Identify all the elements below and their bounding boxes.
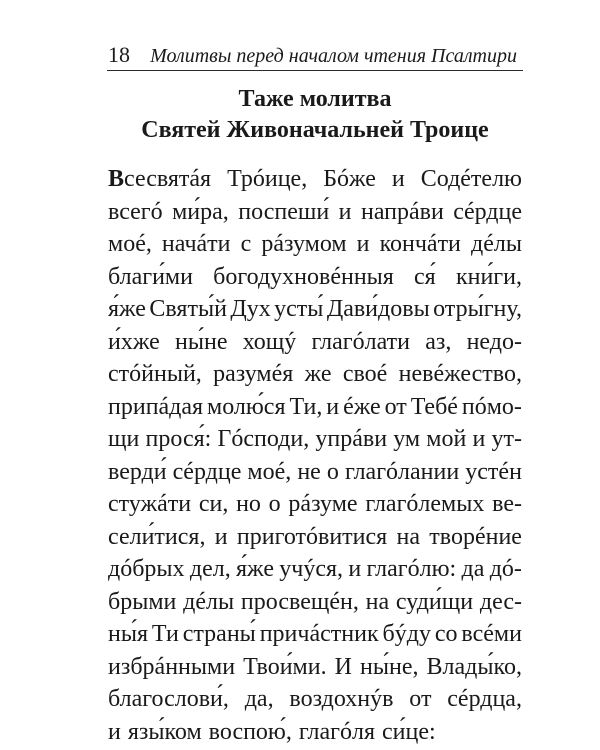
word: же <box>304 361 332 387</box>
word: своé <box>342 361 388 387</box>
initial-letter: В <box>108 166 125 192</box>
word: Трóице, <box>227 166 308 192</box>
word: богодухновéнныя <box>213 263 394 290</box>
word: не <box>297 458 321 485</box>
word: и <box>356 231 370 257</box>
prayer-text <box>108 163 522 748</box>
word: от <box>384 393 407 420</box>
word: глагóлемых <box>365 491 485 517</box>
word: мой <box>426 426 467 452</box>
word: дéлы <box>183 588 235 615</box>
word: Святы́й <box>149 296 227 322</box>
word: Бóже <box>323 166 376 192</box>
word: с <box>240 231 252 257</box>
word: и <box>338 198 352 225</box>
word: аз, <box>425 328 452 355</box>
text-line <box>108 261 522 294</box>
word: разумéя <box>213 361 294 387</box>
word: дел, <box>189 556 231 582</box>
word: ны́не <box>175 328 228 355</box>
word: кончáти <box>379 231 461 257</box>
word: устéн <box>465 458 522 485</box>
word: щи <box>108 426 140 452</box>
word: дóбрых <box>108 556 185 582</box>
word: и <box>108 718 121 745</box>
page-number: 18 <box>108 42 130 67</box>
word: Содéтелю <box>420 166 522 192</box>
text-line <box>108 358 522 391</box>
text-line <box>108 423 522 456</box>
word: рáзуме <box>288 491 358 517</box>
word: хощý <box>242 328 297 355</box>
word: избрáнными <box>108 653 236 680</box>
word: о <box>326 458 339 485</box>
text-line <box>108 391 522 424</box>
word: и <box>391 166 405 192</box>
word: упрáви <box>315 426 388 452</box>
text-line <box>108 586 522 619</box>
word: Гóсподи, <box>217 426 310 452</box>
word: просвещéн, <box>240 588 359 615</box>
word: сéрдца, <box>447 686 522 712</box>
word: брыми <box>108 588 177 615</box>
word: благи́ми <box>108 263 193 290</box>
word: ми́ра, <box>172 198 229 225</box>
word: бýду <box>382 621 431 647</box>
word: стужáти <box>108 491 192 517</box>
word: о <box>268 491 281 517</box>
word: ум <box>393 426 421 452</box>
word: приготóвитися <box>236 523 388 550</box>
word: глагóля <box>298 718 375 745</box>
text-line <box>108 456 522 489</box>
word: суди́щи <box>395 588 474 615</box>
word: усты́ <box>274 296 324 322</box>
prayer-title-line-2: Святей Живоначальней Троице <box>141 117 489 143</box>
word: всéми <box>461 621 522 647</box>
word: ут- <box>491 426 522 452</box>
word: и <box>472 426 486 452</box>
word: Дави́довы <box>326 296 430 322</box>
word: Тебé <box>410 393 458 420</box>
word: ся́ <box>414 263 436 290</box>
prayer-title <box>100 84 530 146</box>
word: моé, <box>108 231 152 257</box>
word: причáстник <box>259 621 379 647</box>
word: да, <box>244 686 274 712</box>
word: и <box>214 523 228 550</box>
word: на <box>396 523 420 550</box>
word: сéрдце <box>453 198 522 225</box>
text-line <box>108 196 522 229</box>
word: И <box>334 653 352 680</box>
prayer-title-line-1: Таже молитва <box>238 86 392 112</box>
word: Всесвятáя <box>108 166 212 192</box>
word: стóйный, <box>108 361 202 387</box>
text-line <box>108 716 522 749</box>
word: напрáви <box>360 198 444 225</box>
text-line <box>108 618 522 651</box>
word: си́це: <box>382 718 436 745</box>
word: всегó <box>108 198 163 225</box>
word: Дух <box>230 296 271 322</box>
word: моé, <box>247 458 292 485</box>
text-line <box>108 521 522 554</box>
word: невéжество, <box>398 361 522 387</box>
word: дó- <box>489 556 522 582</box>
word: но <box>236 491 261 517</box>
word: ны́я <box>108 621 149 647</box>
word: Влады́ко, <box>426 653 522 680</box>
word: и <box>348 556 362 582</box>
text-line <box>108 683 522 716</box>
word: на <box>365 588 390 615</box>
word: ны́не, <box>360 653 419 680</box>
word: дéлы <box>470 231 522 257</box>
text-line <box>108 488 522 521</box>
word: éже <box>343 393 381 420</box>
word: да <box>461 556 485 582</box>
word: язы́ком <box>127 718 202 745</box>
word: прося́: <box>145 426 212 452</box>
word: молю́ся <box>207 393 286 420</box>
word: воздохнýв <box>289 686 394 712</box>
word: рáзумом <box>261 231 347 257</box>
text-line <box>108 553 522 586</box>
word: я́же <box>108 296 146 322</box>
word: страны́ <box>182 621 256 647</box>
word: недо- <box>466 328 522 355</box>
word: Ти, <box>289 393 323 420</box>
word: Ти <box>151 621 179 647</box>
word: учýся, <box>279 556 344 582</box>
word: си, <box>198 491 229 517</box>
word: глагóлати <box>311 328 410 355</box>
word: припáдая <box>108 393 204 420</box>
word: сели́тися, <box>108 523 206 550</box>
text-line <box>108 228 522 261</box>
running-title: Молитвы перед началом чтения Псалтири <box>150 45 517 67</box>
word: воспою́, <box>208 718 292 745</box>
word: творéние <box>429 523 522 550</box>
word: Твои́ми. <box>243 653 327 680</box>
word: глагóлю: <box>366 556 457 582</box>
word: сéрдце <box>172 458 242 485</box>
text-line <box>108 651 522 684</box>
word: со <box>434 621 458 647</box>
word: кни́ги, <box>455 263 522 290</box>
text-line <box>108 163 522 196</box>
word: от <box>409 686 432 712</box>
word: ве- <box>492 491 522 517</box>
running-header <box>107 40 523 71</box>
word: пóмо- <box>461 393 522 420</box>
word: отры́гну, <box>433 296 522 322</box>
text-line <box>108 293 522 326</box>
word: глагóлании <box>344 458 460 485</box>
word: благослови́, <box>108 686 229 712</box>
text-line <box>108 326 522 359</box>
word: дес- <box>479 588 522 615</box>
word: и́хже <box>108 328 160 355</box>
word: верди́ <box>108 458 167 485</box>
word: я́же <box>236 556 274 582</box>
word: и <box>326 393 340 420</box>
word: поспеши́ <box>238 198 330 225</box>
word: начáти <box>161 231 231 257</box>
